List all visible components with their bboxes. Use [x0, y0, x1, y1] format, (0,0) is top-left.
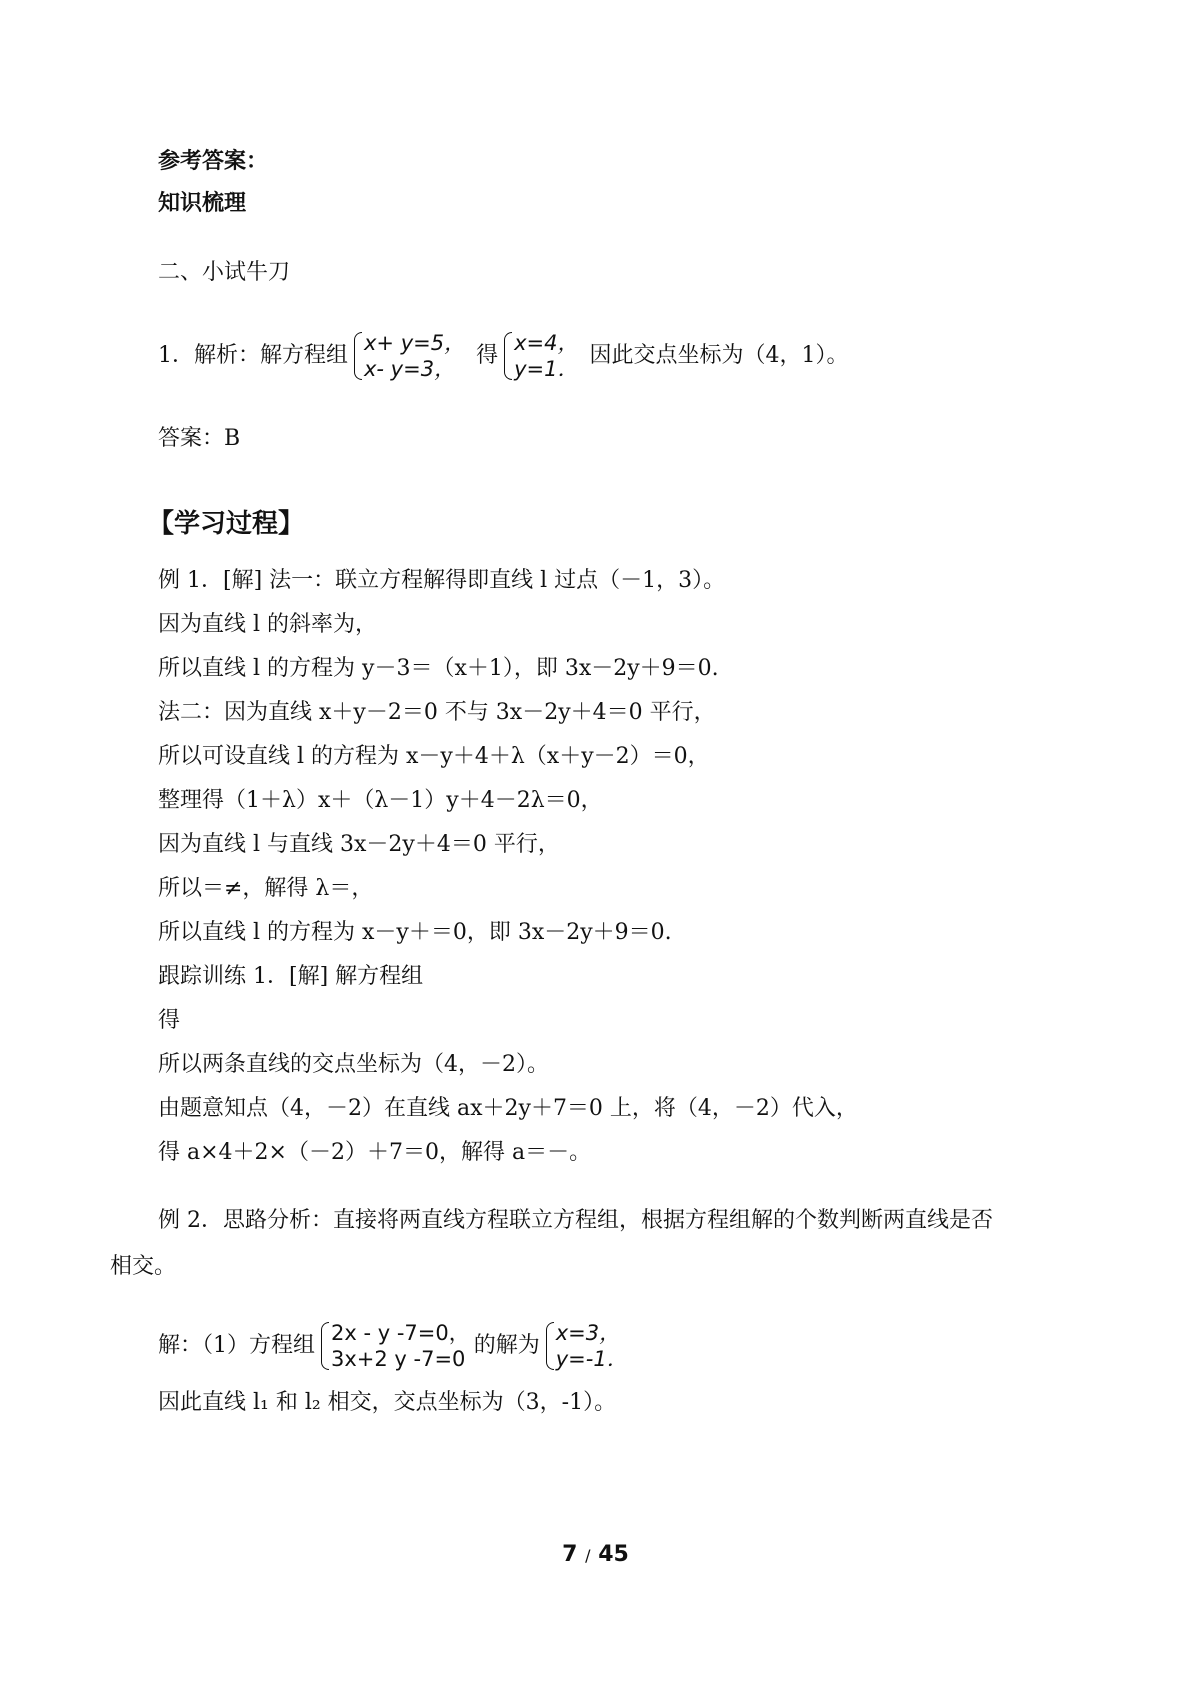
- solution-eq-row-1: 2x - y -7=0，: [331, 1321, 470, 1345]
- solution-equation-system: [319, 1320, 470, 1372]
- text-line: 得 a×4＋2×（－2）＋7＝0，解得 a＝－。: [158, 1140, 592, 1165]
- solution-sol-row-2: y=-1．: [555, 1347, 628, 1371]
- text-line: 所以可设直线 l 的方程为 x－y＋4＋λ（x＋y－2）＝0，: [158, 744, 710, 769]
- conclusion-line: 因此直线 l₁ 和 l₂ 相交，交点坐标为（3，-1）。: [158, 1390, 617, 1415]
- solution-line: [158, 1316, 632, 1376]
- text-line: 由题意知点（4，－2）在直线 ax＋2y＋7＝0 上，将（4，－2）代入，: [158, 1096, 858, 1121]
- example-2-line-2: 相交。: [110, 1254, 177, 1279]
- q1-eq-row-1: x+ y=5，: [364, 331, 466, 355]
- knowledge-title: 知识梳理: [158, 190, 247, 216]
- text-line: 整理得（1＋λ）x＋（λ－1）y＋4－2λ＝0，: [158, 788, 603, 813]
- text-line: 所以直线 l 的方程为 x－y＋＝0，即 3x－2y＋9＝0.: [158, 920, 672, 945]
- q1-sol-row-2: y=1．: [514, 357, 579, 381]
- solution-mid: 的解为: [473, 1333, 540, 1358]
- current-page: 7: [562, 1542, 578, 1567]
- answer-b: 答案：B: [158, 426, 241, 451]
- text-line: 因为直线 l 的斜率为，: [158, 612, 378, 637]
- text-line: 所以两条直线的交点坐标为（4，－2）。: [158, 1052, 549, 1077]
- q1-suffix: 因此交点坐标为（4，1）。: [589, 343, 849, 368]
- q1-solution-system: [502, 330, 578, 382]
- text-line: 法二：因为直线 x＋y－2＝0 不与 3x－2y＋4＝0 平行，: [158, 700, 716, 725]
- q1-sol-row-1: x=4，: [514, 331, 579, 355]
- text-line: 所以＝≠，解得 λ＝，: [158, 876, 374, 901]
- section-two-heading: 二、小试牛刀: [158, 260, 291, 285]
- total-pages: 45: [598, 1542, 629, 1567]
- text-line: 例 1．[解] 法一：联立方程解得即直线 l 过点（－1，3）。: [158, 568, 726, 593]
- example-2-line-1: 例 2．思路分析：直接将两直线方程联立方程组，根据方程组解的个数判断两直线是否: [158, 1208, 993, 1233]
- q1-equation-system: [352, 330, 465, 382]
- learning-process-heading: 【学习过程】: [148, 509, 305, 539]
- text-line: 因为直线 l 与直线 3x－2y＋4＝0 平行，: [158, 832, 560, 857]
- solution-sol-row-1: x=3，: [555, 1321, 621, 1345]
- q1-mid: 得: [476, 343, 499, 368]
- q1-prefix: 1．解析：解方程组: [158, 343, 348, 368]
- solution-eq-row-2: 3x+2 y -7=0: [331, 1347, 466, 1371]
- solution-prefix: 解：（1）方程组: [158, 1333, 315, 1358]
- q1-eq-row-2: x- y=3，: [364, 357, 456, 381]
- page-number: [0, 1542, 1191, 1567]
- text-line: 所以直线 l 的方程为 y－3＝（x＋1），即 3x－2y＋9＝0.: [158, 656, 719, 681]
- answer-title: 参考答案：: [158, 148, 269, 174]
- question-1: [158, 326, 849, 386]
- text-line: 得: [158, 1008, 181, 1033]
- page-separator: /: [585, 1546, 591, 1565]
- solution-answer-system: [544, 1320, 628, 1372]
- text-line: 跟踪训练 1．[解] 解方程组: [158, 964, 424, 989]
